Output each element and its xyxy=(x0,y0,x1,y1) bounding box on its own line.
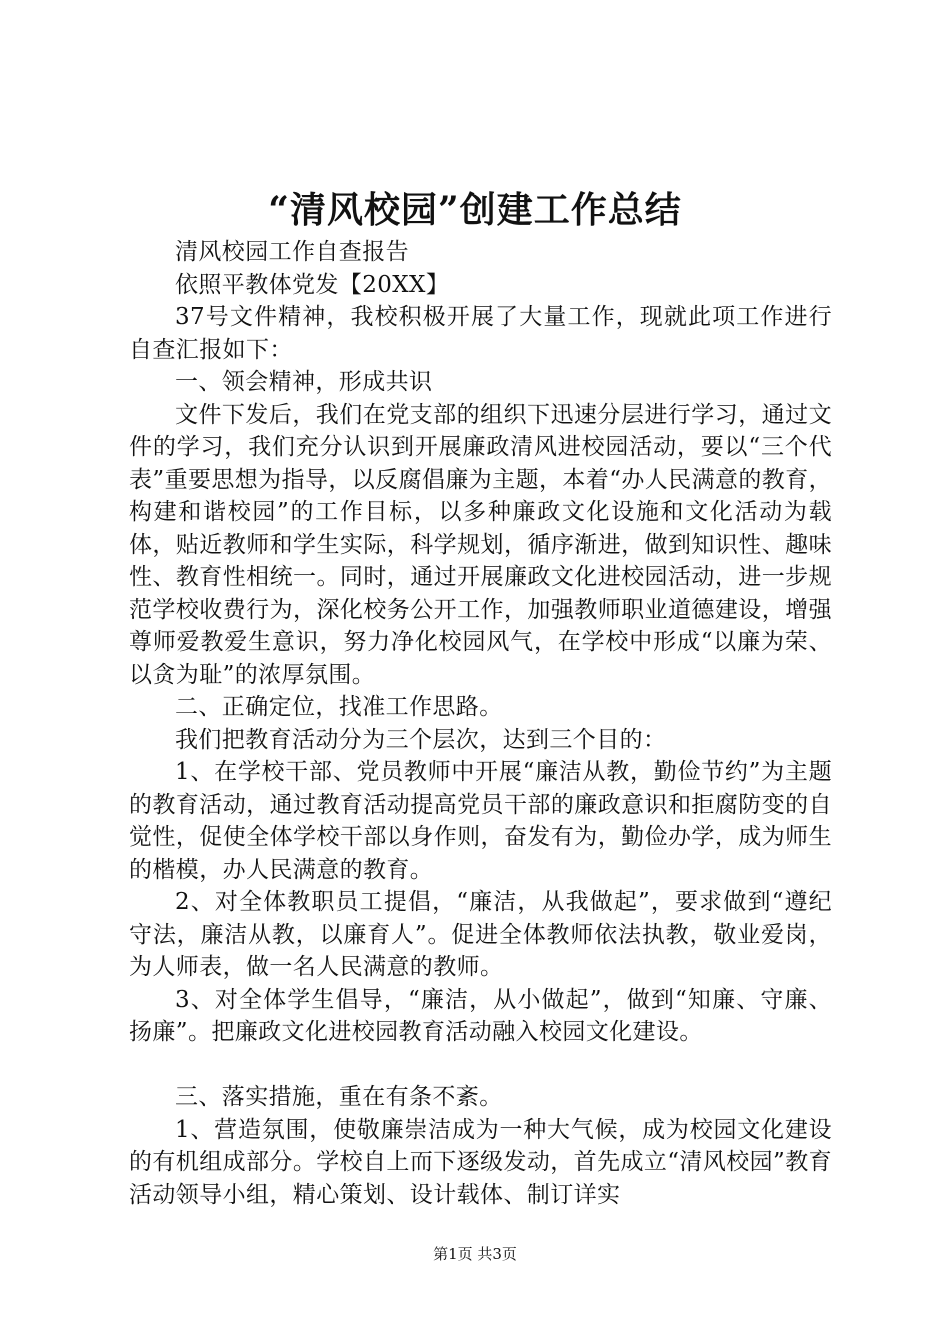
document-body xyxy=(129,236,832,1211)
blank-line xyxy=(129,1049,832,1082)
list-item: 2、对全体教职员工提倡，“廉洁，从我做起”，要求做到“遵纪守法，廉洁从教，以廉育人”。促进全体教师依法执教，敬业爱岗，为人师表，做一名人民满意的教师。 xyxy=(129,889,832,980)
paragraph: 清风校园工作自查报告 xyxy=(175,239,409,265)
paragraph: 依照平教体党发【20XX】 xyxy=(175,271,450,298)
section-heading: 三、落实措施，重在有条不紊。 xyxy=(175,1084,503,1110)
paragraph: 37号文件精神，我校积极开展了大量工作，现就此项工作进行自查汇报如下： xyxy=(129,304,832,363)
paragraph: 文件下发后，我们在党支部的组织下迅速分层进行学习，通过文件的学习，我们充分认识到开展廉政清风进校园活动，要以“三个代表”重要思想为指导，以反腐倡廉为主题，本着“办人民满意的教育，构建和谐校园”的工作目标，以多种廉政文化设施和文化活动为载体，贴近教师和学生实际，科学规划，循序渐进，做到知识性、趣味性、教育性相统一。同时，通过开展廉政文化进校园活动，进一步规范学校收费行为，深化校务公开工作，加强教师职业道德建设，增强尊师爱教爱生意识，努力净化校园风气，在学校中形成“以廉为荣、以贪为耻”的浓厚氛围。 xyxy=(129,401,832,688)
section-heading: 二、正确定位，找准工作思路。 xyxy=(175,694,503,720)
list-item: 1、在学校干部、党员教师中开展“廉洁从教，勤俭节约”为主题的教育活动，通过教育活动提高党员干部的廉政意识和拒腐防变的自觉性，促使全体学校干部以身作则，奋发有为，勤俭办学，成为师生的楷模，办人民满意的教育。 xyxy=(129,759,832,883)
list-item: 1、营造氛围，使敬廉崇洁成为一种大气候，成为校园文化建设的有机组成部分。学校自上而下逐级发动，首先成立“清风校园”教育活动领导小组，精心策划、设计载体、制订详实 xyxy=(129,1116,832,1208)
paragraph: 我们把教育活动分为三个层次，达到三个目的： xyxy=(175,726,667,753)
list-item: 3、对全体学生倡导，“廉洁，从小做起”，做到“知廉、守廉、扬廉”。把廉政文化进校园教育活动融入校园文化建设。 xyxy=(129,986,832,1045)
document-title: “清风校园”创建工作总结 xyxy=(268,189,682,231)
page-footer: 第1页 共3页 xyxy=(433,1245,517,1263)
section-heading: 一、领会精神，形成共识 xyxy=(175,369,433,395)
